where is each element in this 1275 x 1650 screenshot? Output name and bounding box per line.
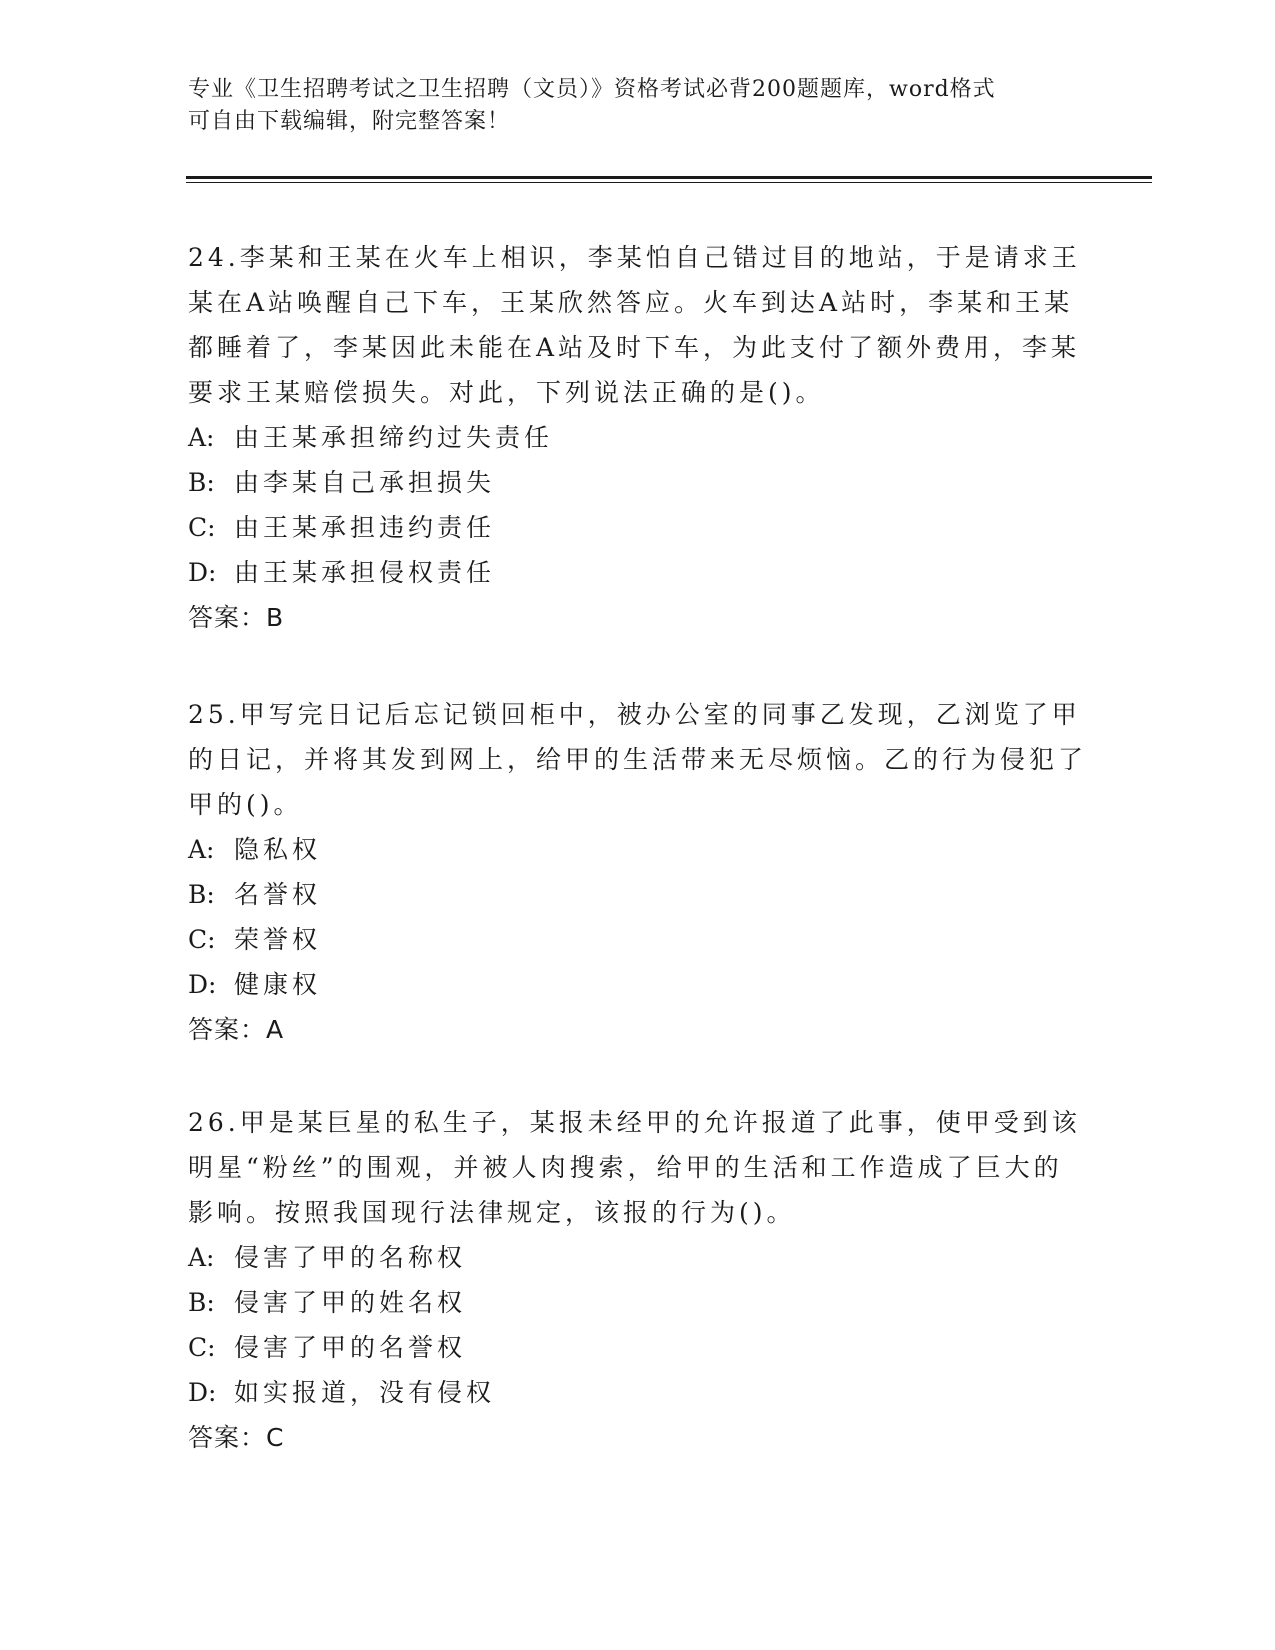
header-line-1: 专业《卫生招聘考试之卫生招聘（文员）》资格考试必背200题题库，word格式 bbox=[188, 77, 996, 102]
option-text: 由李某自己承担损失 bbox=[234, 468, 496, 497]
option-text: 侵害了甲的名称权 bbox=[234, 1243, 467, 1272]
option-c bbox=[188, 505, 1088, 550]
option-text: 健康权 bbox=[234, 970, 322, 999]
option-text: 隐私权 bbox=[234, 835, 322, 864]
option-text: 名誉权 bbox=[234, 880, 322, 909]
option-d bbox=[188, 550, 1088, 595]
option-letter: D: bbox=[188, 1378, 217, 1407]
answer-line: 答案：C bbox=[188, 1423, 285, 1452]
header-divider-thick bbox=[186, 176, 1152, 179]
option-letter: B: bbox=[188, 880, 215, 909]
option-text: 由王某承担缔约过失责任 bbox=[234, 423, 554, 452]
question-stem: 25.甲写完日记后忘记锁回柜中，被办公室的同事乙发现，乙浏览了甲的日记，并将其发到网上，给甲的生活带来无尽烦恼。乙的行为侵犯了甲的()。 bbox=[188, 700, 1088, 819]
option-letter: A: bbox=[188, 835, 215, 864]
option-letter: D: bbox=[188, 558, 217, 587]
option-letter: A: bbox=[188, 423, 215, 452]
option-a bbox=[188, 415, 1088, 460]
option-text: 侵害了甲的姓名权 bbox=[234, 1288, 467, 1317]
option-a bbox=[188, 1235, 1088, 1280]
document-header bbox=[188, 74, 1068, 138]
option-text: 如实报道，没有侵权 bbox=[234, 1378, 496, 1407]
option-letter: A: bbox=[188, 1243, 215, 1272]
option-letter: D: bbox=[188, 970, 217, 999]
option-d bbox=[188, 962, 1088, 1007]
option-letter: B: bbox=[188, 468, 215, 497]
answer-line: 答案：A bbox=[188, 1015, 285, 1044]
option-letter: C: bbox=[188, 513, 216, 542]
option-b bbox=[188, 1280, 1088, 1325]
option-c bbox=[188, 1325, 1088, 1370]
header-line-2: 可自由下载编辑，附完整答案！ bbox=[188, 109, 511, 134]
question-24 bbox=[188, 235, 1088, 641]
option-text: 侵害了甲的名誉权 bbox=[234, 1333, 467, 1362]
header-divider-thin bbox=[186, 182, 1152, 183]
option-text: 荣誉权 bbox=[234, 925, 322, 954]
question-stem: 24.李某和王某在火车上相识，李某怕自己错过目的地站，于是请求王某在A站唤醒自己下车，王某欣然答应。火车到达A站时，李某和王某都睡着了，李某因此未能在A站及时下车，为此支付了额外费用，李某要求王某赔偿损失。对此，下列说法正确的是()。 bbox=[188, 243, 1081, 407]
option-b bbox=[188, 460, 1088, 505]
answer-line: 答案：B bbox=[188, 603, 285, 632]
option-a bbox=[188, 827, 1088, 872]
option-letter: C: bbox=[188, 925, 216, 954]
option-d bbox=[188, 1370, 1088, 1415]
option-b bbox=[188, 872, 1088, 917]
option-letter: C: bbox=[188, 1333, 216, 1362]
option-text: 由王某承担违约责任 bbox=[234, 513, 496, 542]
option-letter: B: bbox=[188, 1288, 215, 1317]
option-c bbox=[188, 917, 1088, 962]
option-text: 由王某承担侵权责任 bbox=[234, 558, 496, 587]
question-stem: 26.甲是某巨星的私生子，某报未经甲的允许报道了此事，使甲受到该明星“粉丝”的围观，并被人肉搜索，给甲的生活和工作造成了巨大的影响。按照我国现行法律规定，该报的行为()。 bbox=[188, 1108, 1081, 1227]
question-25 bbox=[188, 692, 1088, 1053]
question-26 bbox=[188, 1100, 1088, 1461]
